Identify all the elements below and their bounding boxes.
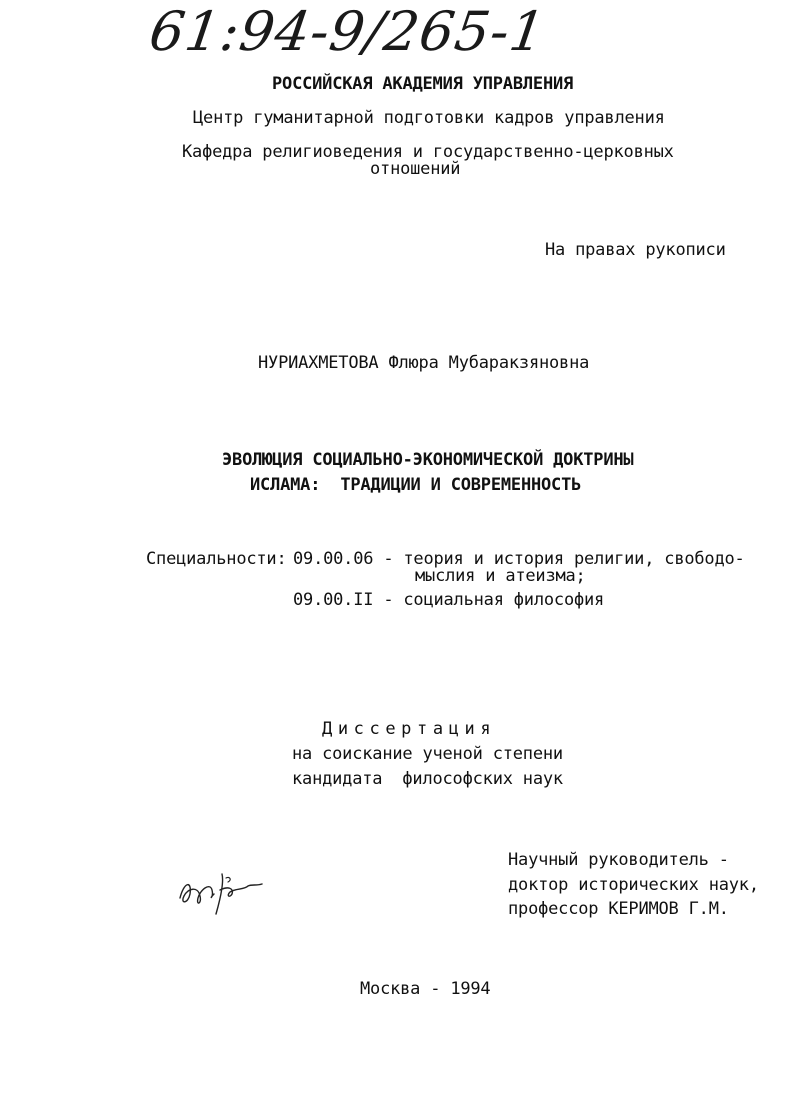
advisor-line-1: Научный руководитель - [508,850,729,870]
department-line-1: Кафедра религиоведения и государственно-церковных [182,142,674,162]
advisor-line-3: профессор КЕРИМОВ Г.М. [508,899,729,919]
institution-name: РОССИЙСКАЯ АКАДЕМИЯ УПРАВЛЕНИЯ [272,74,574,94]
degree-line-1: на соискание ученой степени [292,744,563,764]
manuscript-rights: На правах рукописи [545,240,726,260]
author-name: НУРИАХМЕТОВА Флюра Мубаракзяновна [258,353,590,373]
city-year: Москва - 1994 [360,979,491,999]
title-line-2: ИСЛАМА: ТРАДИЦИИ И СОВРЕМЕННОСТЬ [250,475,582,495]
advisor-line-2: доктор исторических наук, [508,875,759,895]
handwritten-signature [170,860,290,920]
specialties-label: Специальности: [146,549,287,569]
center-name: Центр гуманитарной подготовки кадров управления [193,108,665,128]
degree-line-2: кандидата философских наук [292,769,563,789]
specialty-1-line-1: 09.00.06 - теория и история религии, свободо- [293,549,745,569]
work-type: Диссертация [322,719,497,739]
title-line-1: ЭВОЛЮЦИЯ СОЦИАЛЬНО-ЭКОНОМИЧЕСКОЙ ДОКТРИНЫ [222,450,634,470]
specialty-2: 09.00.II - социальная философия [293,590,605,610]
department-line-2: отношений [370,159,461,179]
archive-number: 61:94-9/265-1 [145,0,550,63]
specialty-1-line-2: мыслия и атеизма; [415,566,586,586]
